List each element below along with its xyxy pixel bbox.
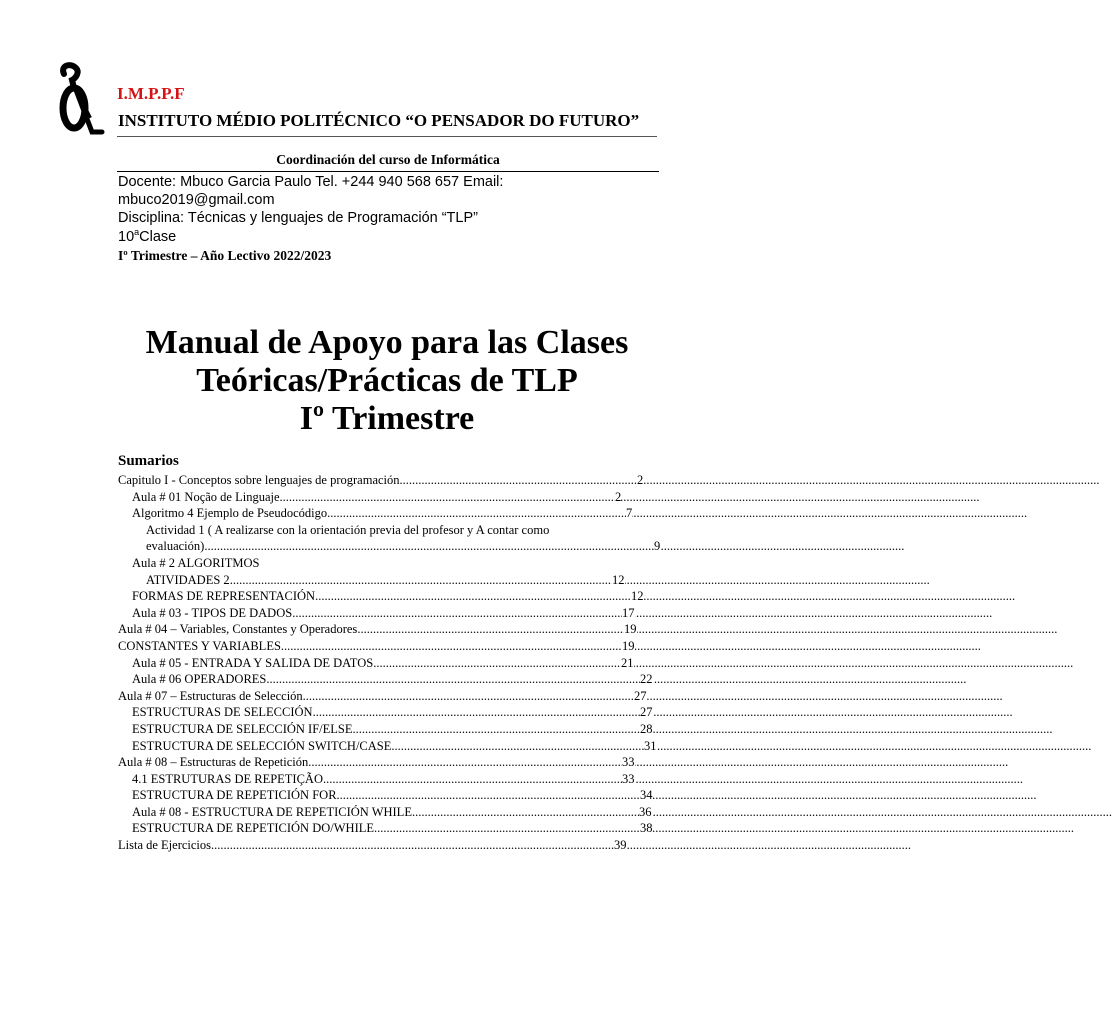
toc-item-text: evaluación) ..... [146,539,904,553]
toc-item-text: Aula # 07 – Estructuras de Selección ..... [118,689,1003,703]
title-line-2: Teóricas/Prácticas de TLP [196,362,578,399]
toc-item-page: 19 [624,622,637,637]
toc-item[interactable] [118,655,634,672]
coordination-divider [117,171,659,172]
teacher-email: mbuco2019@gmail.com [118,192,275,208]
toc-item[interactable] [118,621,637,638]
teacher-line: Docente: Mbuco Garcia Paulo Tel. +244 940 568 657 Email: [118,174,504,190]
table-of-contents [118,472,678,854]
toc-item-page: 36 [639,804,652,819]
toc-item-text: Aula # 08 – Estructuras de Repetición ..... [118,755,1008,769]
toc-item-text: Capitulo I - Conceptos sobre lenguajes de programación ..... [118,473,1100,487]
toc-item[interactable] [118,738,657,755]
toc-item-text: FORMAS DE REPRESENTACIÓN ..... [132,589,1015,603]
class-line [118,229,176,245]
toc-item[interactable] [118,754,635,771]
toc-item-text: ESTRUCTURA DE REPETICIÓN FOR ..... [132,788,1037,802]
title-line-3: Iº Trimestre [299,400,475,437]
toc-item-text: ESTRUCTURA DE SELECCIÓN SWITCH/CASE ..... [132,739,1091,753]
toc-item[interactable] [118,671,653,688]
document-title [100,324,674,438]
title-line-1: Manual de Apoyo para las Clases [145,324,629,361]
toc-item[interactable] [118,787,653,804]
toc-item-text: Aula # 06 OPERADORES ..... [132,672,966,686]
discipline-line: Disciplina: Técnicas y lenguajes de Programación “TLP” [118,210,478,226]
toc-item[interactable] [118,721,653,738]
class-label: Clase [139,229,177,245]
toc-item-page: 19 [622,638,635,653]
toc-item-text: CONSTANTES Y VARIABLES ..... [118,639,981,653]
trimester-line: Iº Trimestre – Año Lectivo 2022/2023 [118,248,332,263]
toc-item[interactable] [118,771,635,788]
class-number: 10 [118,229,135,245]
institute-acronym: I.M.P.P.F [117,84,185,103]
toc-item-page: 2 [615,489,622,504]
toc-item-page: 28 [640,721,653,736]
class-superscript: a [134,227,140,238]
toc-item-page: 17 [622,605,635,620]
toc-item[interactable] [118,538,661,555]
toc-item-heading[interactable]: Aula # 2 ALGORITMOS [132,555,260,570]
toc-item[interactable] [118,505,633,522]
header-divider [117,136,657,137]
toc-item-text: ATIVIDADES 2 ..... [146,573,930,587]
toc-item-page: 33 [622,755,635,770]
toc-item-page: 39 [614,838,627,853]
toc-item-text: Aula # 01 Noção de Linguaje ..... [132,490,980,504]
toc-item-page: 9 [654,539,661,554]
toc-item-page: 12 [612,572,625,587]
toc-item-text: Aula # 08 - ESTRUCTURA DE REPETICIÓN WHILE ..... [132,805,1112,819]
toc-item-page: 27 [634,688,647,703]
toc-item[interactable] [118,820,653,837]
toc-item-page: 27 [640,705,653,720]
toc-item[interactable] [118,472,644,489]
institute-name: INSTITUTO MÉDIO POLITÉCNICO “O PENSADOR DO FUTURO” [118,111,640,130]
toc-item[interactable] [118,605,635,622]
toc-item-text: Lista de Ejercicios ..... [118,838,911,852]
toc-item[interactable] [118,688,647,705]
toc-item-page: 31 [644,738,657,753]
toc-item[interactable] [118,837,627,854]
toc-item-text: ESTRUCTURA DE SELECCIÓN IF/ELSE ..... [132,722,1053,736]
toc-item-text: 4.1 ESTRUTURAS DE REPETIÇÃO ..... [132,772,1023,786]
coordination-heading: Coordinación del curso de Informática [276,152,500,167]
toc-item-text: Aula # 04 – Variables, Constantes y Operadores ..... [118,622,1057,636]
toc-item-page: 34 [640,788,653,803]
toc-item-page: 22 [640,672,653,687]
toc-item[interactable] [118,572,625,589]
toc-item-page: 33 [622,771,635,786]
toc-item[interactable] [118,489,622,506]
toc-item-text: ESTRUCTURAS DE SELECCIÓN ..... [132,705,1013,719]
toc-item-page: 21 [621,655,634,670]
toc-item-page: 12 [631,589,644,604]
toc-item-page: 38 [640,821,653,836]
toc-item-text: ESTRUCTURA DE REPETICIÓN DO/WHILE ..... [132,821,1074,835]
toc-item[interactable] [118,638,635,655]
summary-heading: Sumarios [118,453,179,469]
toc-item[interactable] [118,588,644,605]
toc-item-text: Aula # 05 - ENTRADA Y SALIDA DE DATOS ..... [132,656,1073,670]
toc-item[interactable] [118,704,653,721]
institute-logo-icon [54,62,104,134]
toc-item-text: Aula # 03 - TIPOS DE DADOS ..... [132,606,992,620]
toc-item-page: 7 [626,506,633,521]
toc-item-page: 2 [637,473,644,487]
toc-item-continued[interactable]: Actividad 1 ( A realizarse con la orientación previa del profesor y A contar como [146,522,550,537]
toc-item-text: Algoritmo 4 Ejemplo de Pseudocódigo ..... [132,506,1027,520]
toc-item[interactable] [118,804,652,821]
